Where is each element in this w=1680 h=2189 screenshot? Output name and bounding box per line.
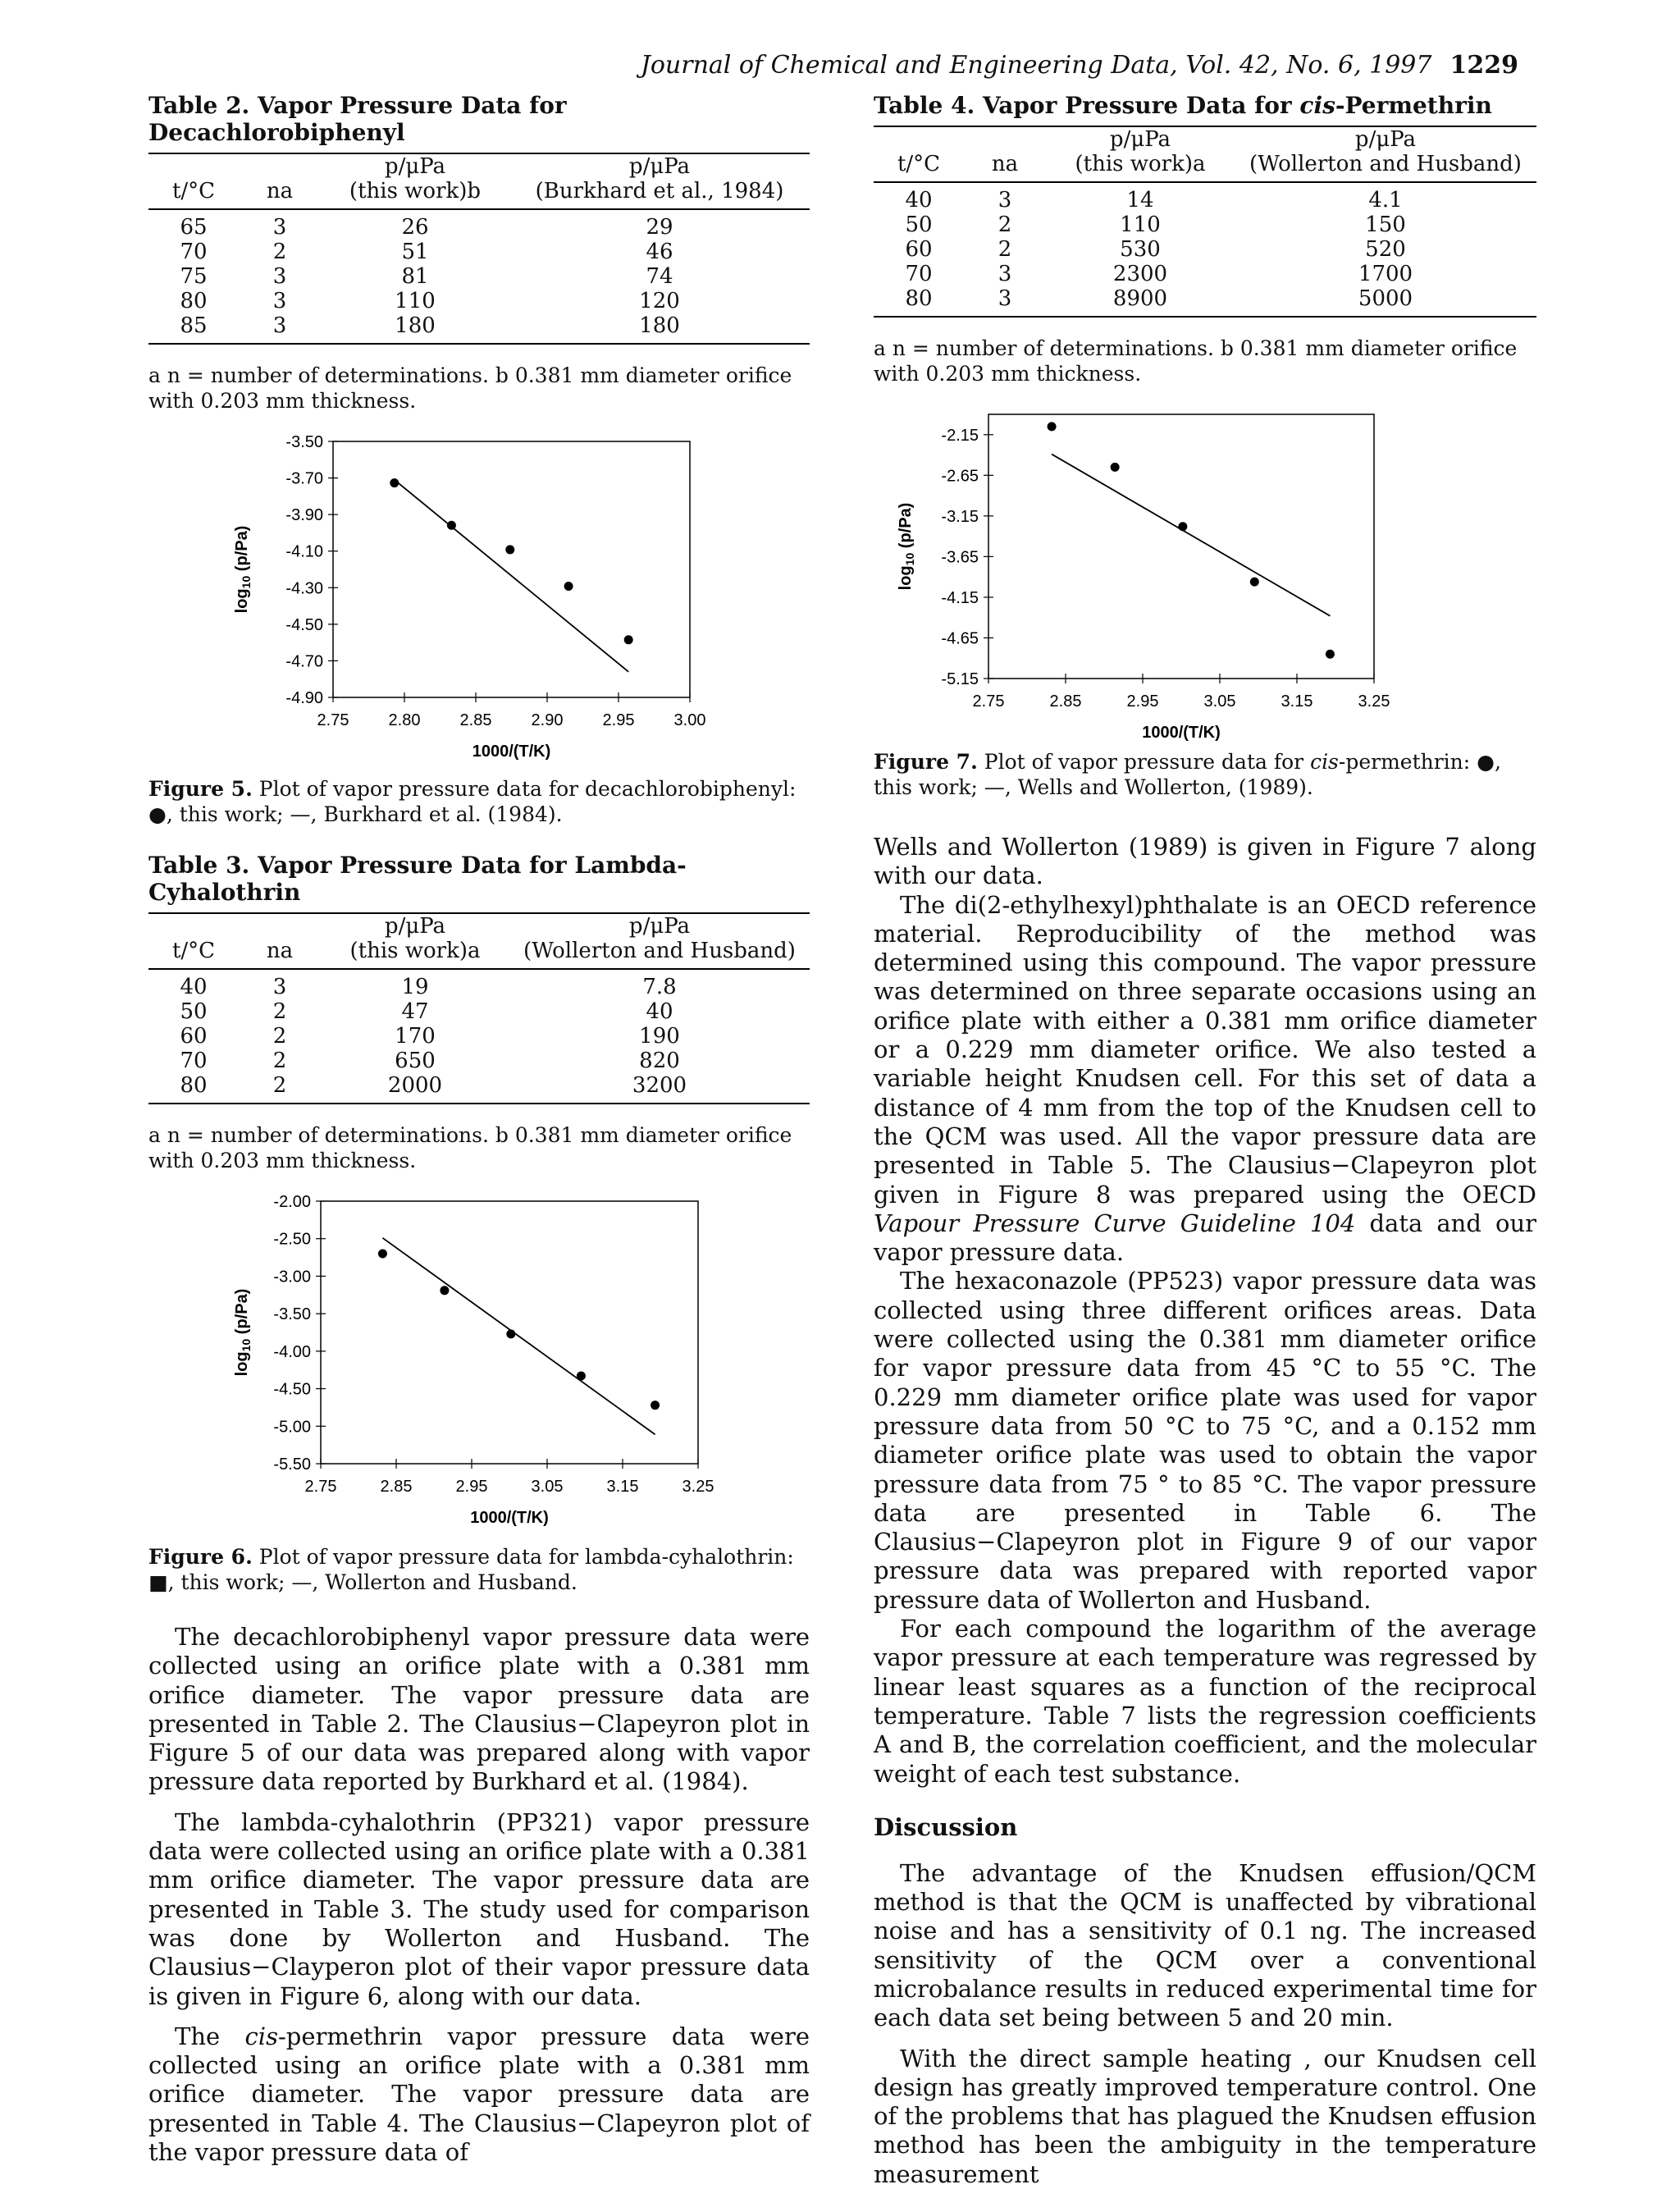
chart-axes [285, 433, 705, 729]
table3-col4-sub: (Wollerton and Husband) [509, 939, 810, 969]
figure7-caption: Figure 7. Plot of vapor pressure data for cis-permethrin: ●, this work; —, Wells and Wollerton, (1989). [874, 750, 1501, 799]
data-point [378, 1250, 387, 1259]
x-tick-label: 2.75 [972, 692, 1005, 711]
table4-caption: Table 4. Vapor Pressure Data for cis-Permethrin [874, 92, 1492, 119]
table4-col1-head: t/°C [874, 152, 964, 182]
table2 [148, 153, 810, 345]
data-point [390, 478, 399, 487]
x-tick-label: 3.15 [1281, 692, 1313, 711]
x-tick-label: 2.95 [1126, 692, 1159, 711]
y-tick-label: -4.10 [285, 542, 323, 561]
x-tick-label: 2.90 [531, 711, 564, 729]
table3-footnote: a n = number of determinations. b 0.381 mm diameter orifice with 0.203 mm thickness. [148, 1123, 792, 1172]
table-row: 70 2 51 46 [180, 240, 673, 264]
discussion-heading: Discussion [874, 1812, 1018, 1841]
figure5-chart [148, 433, 810, 770]
x-tick-label: 3.25 [682, 1478, 714, 1496]
table-row: 70 3 2300 1700 [905, 262, 1413, 286]
data-point [1048, 422, 1057, 431]
data-point [577, 1372, 586, 1381]
table4-footnote: a n = number of determinations. b 0.381 mm diameter orifice with 0.203 mm thickness. [874, 336, 1518, 386]
table-row: 80 2 2000 3200 [148, 1073, 810, 1104]
table3-col3-sub: (this work)a [321, 939, 509, 969]
table3-col2-head: na [239, 939, 321, 969]
table-row: 80 3 8900 5000 [874, 286, 1536, 317]
data-point [624, 635, 633, 644]
table2-col4-head: p/μPa [509, 153, 810, 179]
y-tick-label: -3.00 [273, 1268, 311, 1286]
y-tick-label: -3.90 [285, 506, 323, 525]
right-column [874, 92, 1536, 2189]
table2-col3-sub: (this work)b [321, 179, 509, 209]
y-tick-label: -4.15 [941, 588, 979, 607]
table3-col1-head: t/°C [148, 939, 239, 969]
plot-frame [333, 441, 690, 697]
body-paragraph: The cis-permethrin vapor pressure data were collected using an orifice plate with a 0.381 mm orifice diameter. The vapor pressure data are presented in Table 4. The Clausius−Clapeyron plot of the vapor pressure data of [148, 2022, 810, 2167]
table-row: 75 3 81 74 [180, 264, 673, 289]
data-point [1326, 650, 1335, 659]
y-tick-label: -4.30 [285, 579, 323, 598]
x-tick-label: 2.75 [317, 711, 349, 729]
x-tick-label: 3.00 [673, 711, 706, 729]
data-point [1111, 463, 1120, 472]
figure6-caption: Figure 6. Plot of vapor pressure data for lambda-cyhalothrin: ■, this work; —, Wollerton and Husband. [148, 1545, 794, 1594]
body-paragraph: For each compound the logarithm of the average vapor pressure at each temperature was regressed by linear least squares as a function of the reciprocal temperature. Table 7 lists the regression coefficients A and B, the correlation coefficient, and the molecular weight of each test substance. [874, 1615, 1536, 1788]
x-axis-label: 1000/(T/K) [472, 743, 551, 761]
chart-axes [273, 1193, 714, 1496]
y-axis-label: $\log_{10} (p/Pa)$ [897, 502, 916, 591]
table4-col4-head: p/μPa [1235, 126, 1536, 152]
data-point [506, 1329, 515, 1338]
y-tick-label: -2.15 [941, 426, 979, 445]
page-number: 1229 [1449, 51, 1518, 80]
table-row: 50 2 47 40 [180, 999, 673, 1024]
x-tick-label: 3.05 [1203, 692, 1236, 711]
data-point [1178, 522, 1187, 531]
table2-col1-head: t/°C [148, 179, 239, 209]
y-tick-label: -2.50 [273, 1230, 311, 1249]
x-tick-label: 2.75 [304, 1478, 337, 1496]
y-tick-label: -4.70 [285, 652, 323, 671]
table4-col4-sub: (Wollerton and Husband) [1235, 152, 1536, 182]
figure6-chart [148, 1193, 810, 1538]
table-row: 70 2 650 820 [180, 1049, 680, 1073]
x-tick-label: 2.85 [1049, 692, 1082, 711]
y-tick-label: -2.65 [941, 467, 979, 486]
figure7-chart [874, 406, 1536, 743]
table4-col2-head: na [964, 152, 1046, 182]
body-paragraph: The advantage of the Knudsen effusion/QCM method is that the QCM is unaffected by vibrational noise and has a sensitivity of 0.1 ng. The increased sensitivity of the QCM over a conventional microbalance results in reduced experimental time for each data set being between 5 and 20 min. [874, 1858, 1536, 2032]
table4-col3-sub: (this work)a [1046, 152, 1235, 182]
x-tick-label: 2.85 [459, 711, 492, 729]
table-row: 60 2 530 520 [905, 237, 1406, 262]
y-tick-label: -3.15 [941, 507, 979, 526]
y-tick-label: -4.00 [273, 1342, 311, 1361]
x-tick-label: 2.95 [455, 1478, 488, 1496]
table2-caption: Table 2. Vapor Pressure Data for Decachlorobiphenyl [148, 92, 567, 146]
x-tick-label: 2.80 [388, 711, 421, 729]
table-row: 80 3 110 120 [180, 289, 680, 313]
y-tick-label: -5.00 [273, 1418, 311, 1437]
table-row: 65 3 26 29 [180, 215, 673, 240]
body-paragraph: With the direct sample heating , our Knudsen cell design has greatly improved temperature control. One of the problems that has plagued the Knudsen effusion method has been the ambiguity in the temperature measurement [874, 2044, 1536, 2188]
running-header [641, 51, 1518, 80]
table-row: 40 3 14 4.1 [905, 188, 1403, 213]
y-tick-label: -3.70 [285, 469, 323, 488]
y-tick-label: -4.90 [285, 689, 323, 707]
journal-title: Journal of Chemical and Engineering Data, Vol. 42, No. 6, 1997 [640, 51, 1432, 80]
reference-line [382, 1238, 655, 1435]
table-row: 85 3 180 180 [148, 313, 810, 344]
table3-col4-head: p/μPa [509, 913, 810, 939]
y-axis-label: $\log_{10} (p/Pa)$ [233, 525, 253, 614]
plot-frame [988, 414, 1374, 679]
y-tick-label: -3.50 [285, 433, 323, 451]
y-tick-label: -3.50 [273, 1305, 311, 1324]
x-tick-label: 2.85 [380, 1478, 413, 1496]
table3 [148, 912, 810, 1104]
x-tick-label: 3.15 [606, 1478, 639, 1496]
y-tick-label: -5.50 [273, 1456, 311, 1474]
reference-line [395, 480, 628, 672]
y-axis-label: $\log_{10} (p/Pa)$ [233, 1288, 253, 1377]
table2-col3-head: p/μPa [321, 153, 509, 179]
data-point [440, 1286, 449, 1295]
table2-col2-head: na [239, 179, 321, 209]
table4 [874, 126, 1536, 318]
data-point [505, 545, 514, 554]
x-axis-label: 1000/(T/K) [1142, 724, 1221, 742]
body-paragraph: The lambda-cyhalothrin (PP321) vapor pressure data were collected using an orifice plate with a 0.381 mm orifice diameter. The vapor pressure data are presented in Table 3. The study used for comparison was done by Wollerton and Husband. The Clausius−Clayperon plot of their vapor pressure data is given in Figure 6, along with our data. [148, 1807, 810, 2010]
table-row: 60 2 170 190 [180, 1024, 680, 1049]
x-tick-label: 2.95 [602, 711, 635, 729]
x-tick-label: 3.05 [531, 1478, 564, 1496]
reference-line [1052, 455, 1330, 616]
data-point [564, 582, 573, 591]
y-tick-label: -5.15 [941, 670, 979, 688]
table4-col3-head: p/μPa [1046, 126, 1235, 152]
figure5-caption: Figure 5. Plot of vapor pressure data for decachlorobiphenyl: ●, this work; —, Burkhard et al. (1984). [148, 777, 797, 826]
table-row: 50 2 110 150 [905, 213, 1406, 237]
y-tick-label: -2.00 [273, 1193, 311, 1211]
x-tick-label: 3.25 [1358, 692, 1390, 711]
y-tick-label: -3.65 [941, 548, 979, 567]
body-paragraph: The di(2-ethylhexyl)phthalate is an OECD reference material. Reproducibility of the method was determined using this compound. The vapor pressure was determined on three separate occasions using an orifice plate with either a 0.381 mm orifice diameter or a 0.229 mm diameter orifice. We also tested a variable height Knudsen cell. For this set of data a distance of 4 mm from the top of the Knudsen cell to the QCM was used. All the vapor pressure data are presented in Table 5. The Clausius−Clapeyron plot given in Figure 8 was prepared using the OECD Vapour Pressure Curve Guideline 104 data and our vapor pressure data. [874, 890, 1537, 1267]
body-paragraph: The hexaconazole (PP523) vapor pressure data was collected using three different orifices areas. Data were collected using the 0.381 mm diameter orifice for vapor pressure data from 45 °C to 55 °C. The 0.229 mm diameter orifice plate was used for vapor pressure data from 50 °C to 75 °C, and a 0.152 mm diameter orifice plate was used to obtain the vapor pressure data from 75 ° to 85 °C. The vapor pressure data are presented in Table 6. The Clausius−Clapeyron plot in Figure 9 of our vapor pressure data was prepared with reported vapor pressure data of Wollerton and Husband. [874, 1267, 1536, 1614]
body-paragraph: Wells and Wollerton (1989) is given in Figure 7 along with our data. [874, 833, 1536, 890]
y-tick-label: -4.50 [273, 1380, 311, 1399]
body-paragraph: The decachlorobiphenyl vapor pressure data were collected using an orifice plate with a 0.381 mm orifice diameter. The vapor pressure data are presented in Table 2. The Clausius−Clapeyron plot in Figure 5 of our data was prepared along with vapor pressure data reported by Burkhard et al. (1984). [148, 1623, 810, 1796]
chart-axes [941, 414, 1390, 711]
table3-caption: Table 3. Vapor Pressure Data for Lambda-Cyhalothrin [148, 852, 687, 906]
table2-footnote: a n = number of determinations. b 0.381 mm diameter orifice with 0.203 mm thickness. [148, 363, 792, 413]
data-point [651, 1401, 660, 1410]
table2-col4-sub: (Burkhard et al., 1984) [509, 179, 810, 209]
y-tick-label: -4.65 [941, 629, 979, 648]
y-tick-label: -4.50 [285, 615, 323, 634]
x-axis-label: 1000/(T/K) [470, 1509, 549, 1527]
left-column [148, 92, 810, 2167]
data-point [447, 521, 456, 530]
data-point [1250, 578, 1259, 587]
table-row: 40 3 19 7.8 [180, 975, 677, 999]
table3-col3-head: p/μPa [321, 913, 509, 939]
